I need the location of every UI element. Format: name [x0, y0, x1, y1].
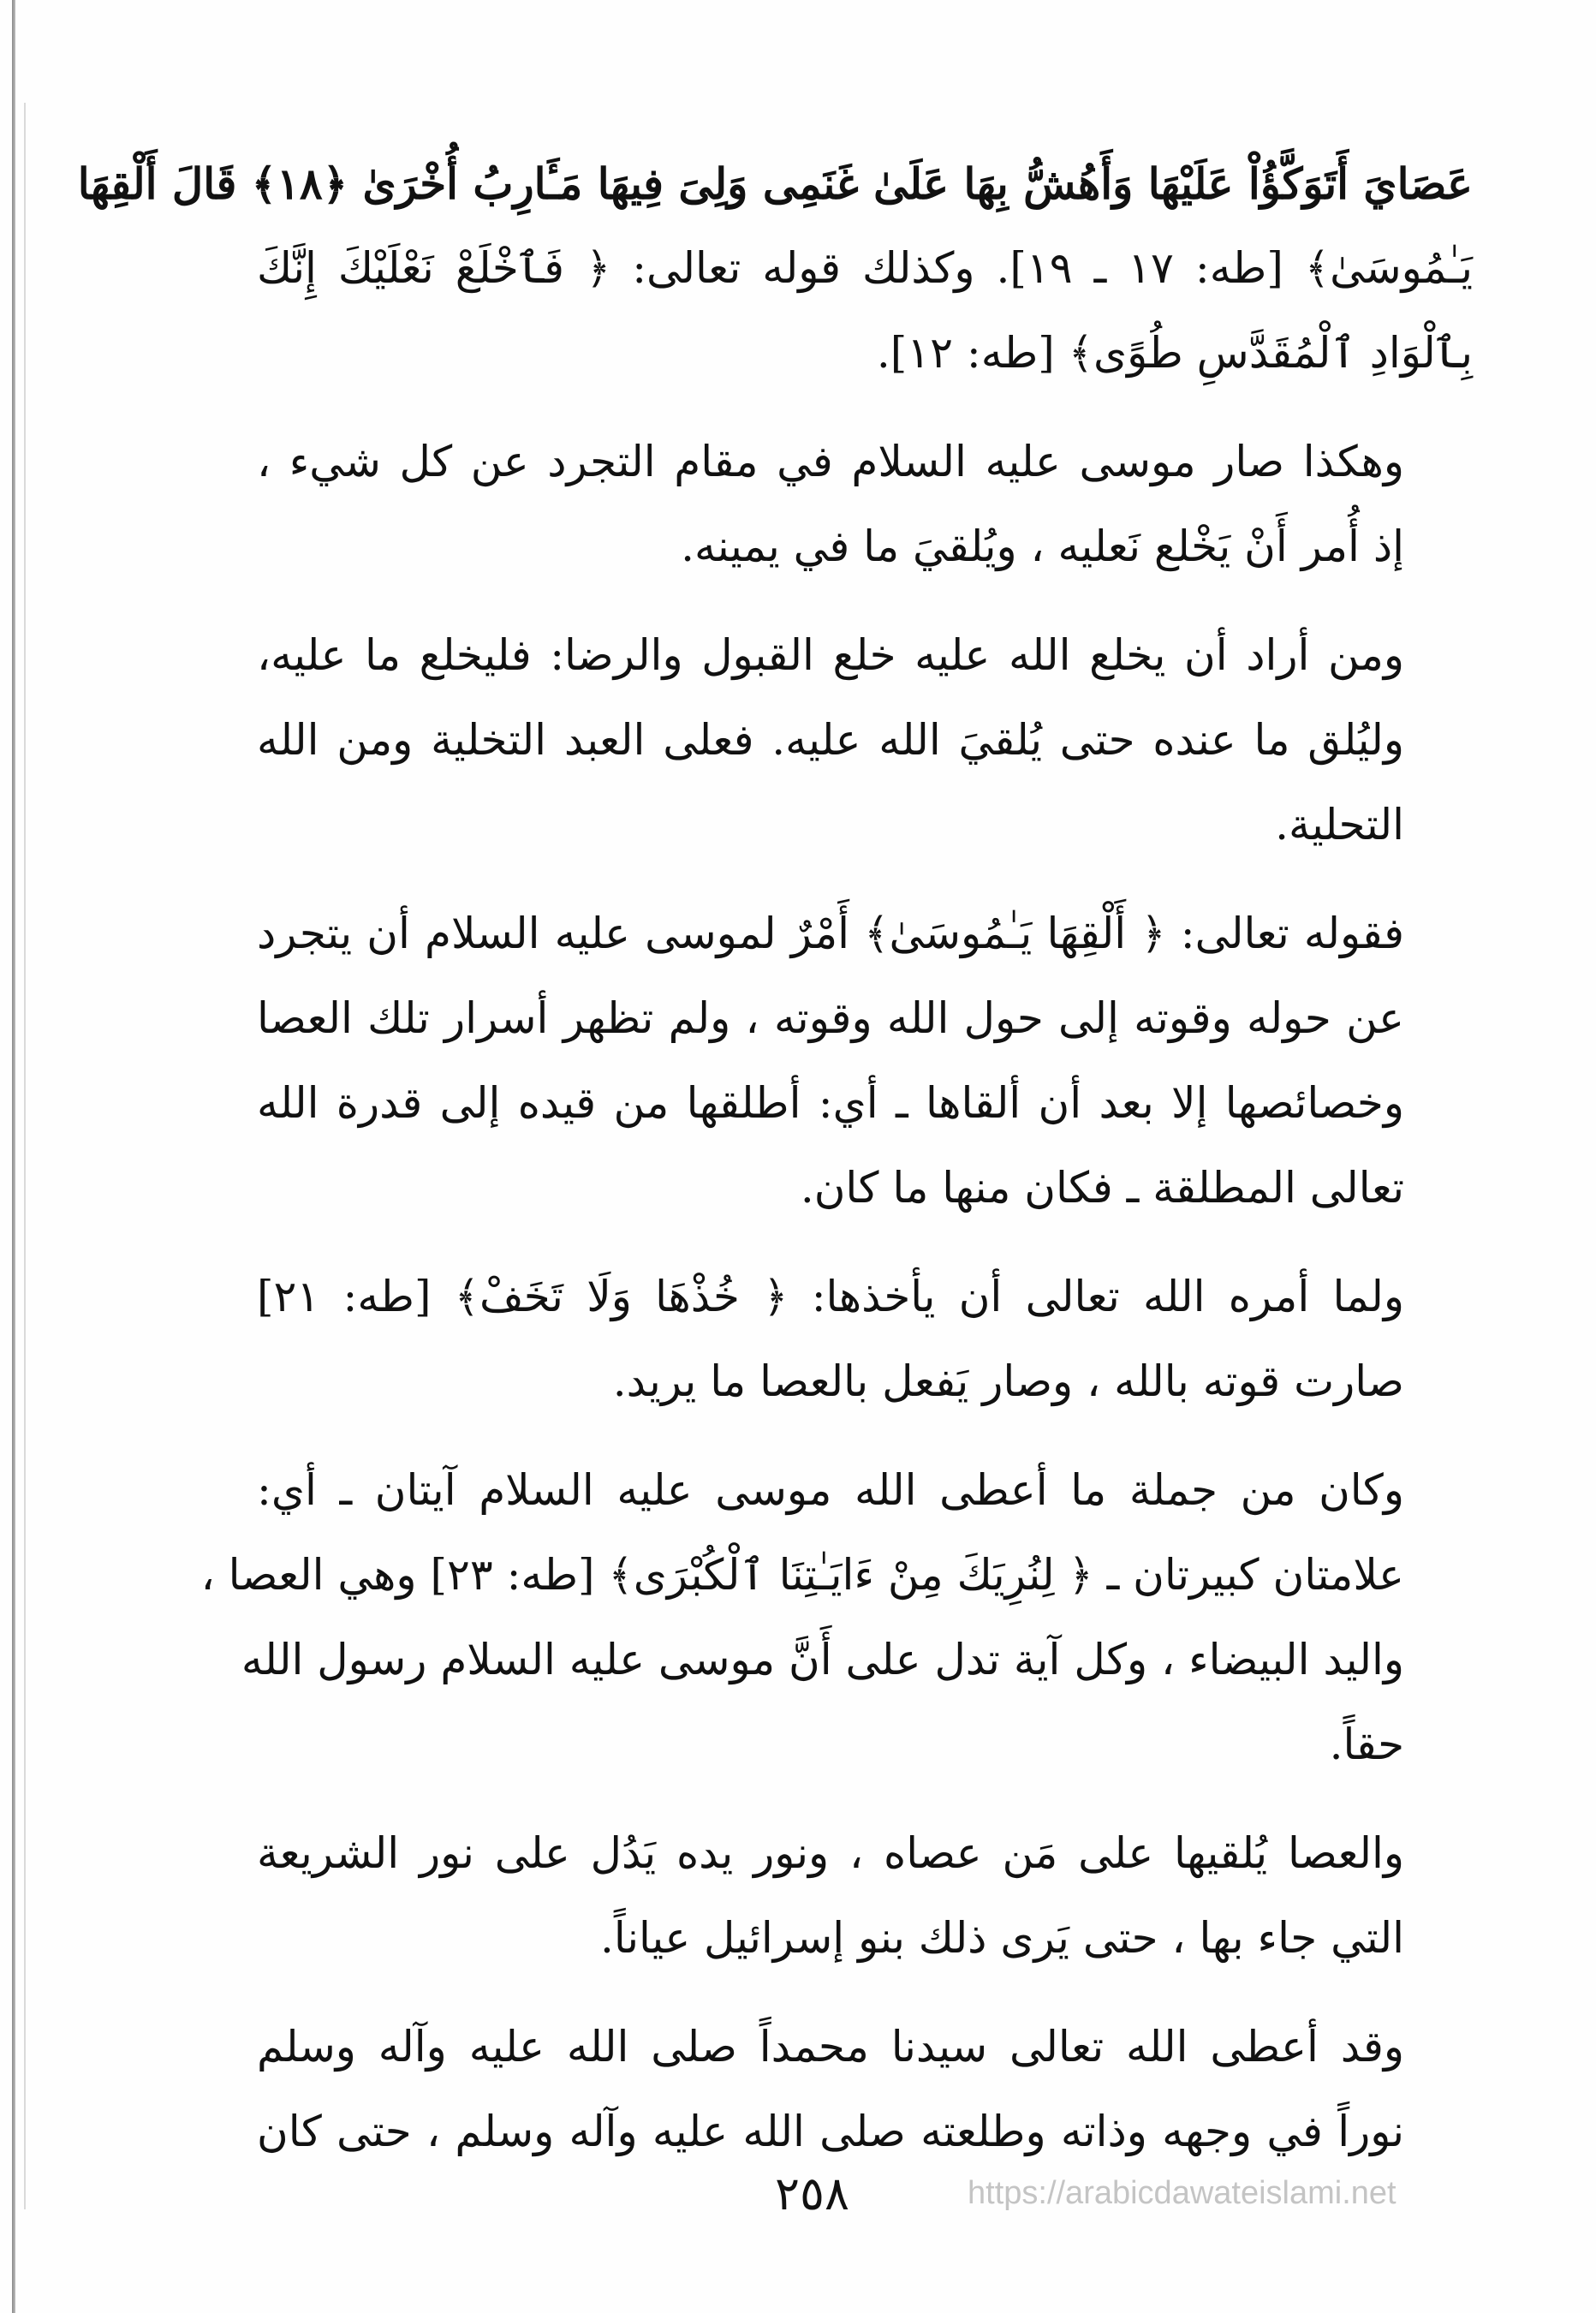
text-line: عَصَايَ أَتَوَكَّؤُاْ عَلَيْهَا وَأَهُشُّ بِهَا عَلَىٰ غَنَمِى وَلِىَ فِيهَا مَـَٔارِبُ أُخْرَىٰ ﴿١٨﴾ قَالَ أَلْقِهَا: [77, 158, 1473, 209]
paragraph-quran-continuation: [77, 141, 1473, 396]
watermark-url: https://arabicdawateislami.net: [968, 2175, 1396, 2211]
book-binding-shadow: [24, 103, 26, 2209]
paragraph: [200, 1448, 1473, 1787]
text-line: التي جاء بها ، حتى يَرى ذلك بنو إسرائيل عياناً.: [599, 1913, 1404, 1963]
paragraph: [257, 1255, 1473, 1424]
text-line: تعالى المطلقة ـ فكان منها ما كان.: [800, 1163, 1404, 1213]
text-line: علامتان كبيرتان ـ ﴿ لِنُرِيَكَ مِنْ ءَايَـٰتِنَا ٱلْكُبْرَى﴾ [طه: ٢٣] وهي العصا ،: [200, 1550, 1404, 1600]
text-line: والعصا يُلقيها على مَن عصاه ، ونور يده يَدُل على نور الشريعة: [257, 1828, 1404, 1878]
text-line: بِٱلْوَادِ ٱلْمُقَدَّسِ طُوًى﴾ [طه: ١٢].: [876, 328, 1473, 378]
text-line: وكان من جملة ما أعطى الله موسى عليه السلام آيتان ـ أي:: [257, 1465, 1404, 1515]
text-line: وخصائصها إلا بعد أن ألقاها ـ أي: أطلقها من قيده إلى قدرة الله: [257, 1078, 1404, 1128]
text-line: ومن أراد أن يخلع الله عليه خلع القبول والرضا: فليخلع ما عليه،: [257, 630, 1404, 680]
paragraph: [257, 891, 1473, 1231]
book-binding-edge: [12, 0, 15, 2313]
text-line: نوراً في وجهه وذاته وطلعته صلى الله عليه وآله وسلم ، حتى كان: [257, 2107, 1404, 2156]
text-line: إذ أُمر أَنْ يَخْلع نَعليه ، ويُلقيَ ما في يمينه.: [681, 522, 1404, 571]
text-line: التحلية.: [1275, 800, 1404, 849]
text-line: فقوله تعالى: ﴿ أَلْقِهَا يَـٰمُوسَىٰ﴾ أَمْرٌ لموسى عليه السلام أن يتجرد: [257, 909, 1404, 958]
text-line: وليُلق ما عنده حتى يُلقيَ الله عليه. فعلى العبد التخلية ومن الله: [257, 715, 1405, 765]
text-line: وهكذا صار موسى عليه السلام في مقام التجرد عن كل شيء ،: [257, 437, 1404, 486]
text-line: حقاً.: [1329, 1720, 1404, 1769]
text-line: ولما أمره الله تعالى أن يأخذها: ﴿ خُذْهَا وَلَا تَخَفْ﴾ [طه: ٢١]: [257, 1272, 1404, 1321]
text-line: وقد أعطى الله تعالى سيدنا محمداً صلى الله عليه وآله وسلم: [257, 2022, 1404, 2072]
paragraph: [257, 613, 1473, 867]
text-line: واليد البيضاء ، وكل آية تدل على أَنَّ موسى عليه السلام رسول الله: [241, 1635, 1404, 1684]
paragraph: [257, 1811, 1473, 1981]
page-body: [77, 141, 1473, 2198]
text-line: عن حوله وقوته إلى حول الله وقوته ، ولم تظهر أسرار تلك العصا: [257, 993, 1404, 1043]
paragraph: [257, 420, 1473, 589]
page-number: ٢٥٨: [775, 2167, 850, 2221]
text-line: صارت قوته بالله ، وصار يَفعل بالعصا ما يريد.: [612, 1356, 1404, 1406]
page-footer: [0, 2167, 1596, 2235]
paragraph: [257, 2005, 1473, 2174]
text-line: يَـٰمُوسَىٰ﴾ [طه: ١٧ ـ ١٩]. وكذلك قوله تعالى: ﴿ فَٱخْلَعْ نَعْلَيْكَ إِنَّكَ: [257, 243, 1473, 293]
